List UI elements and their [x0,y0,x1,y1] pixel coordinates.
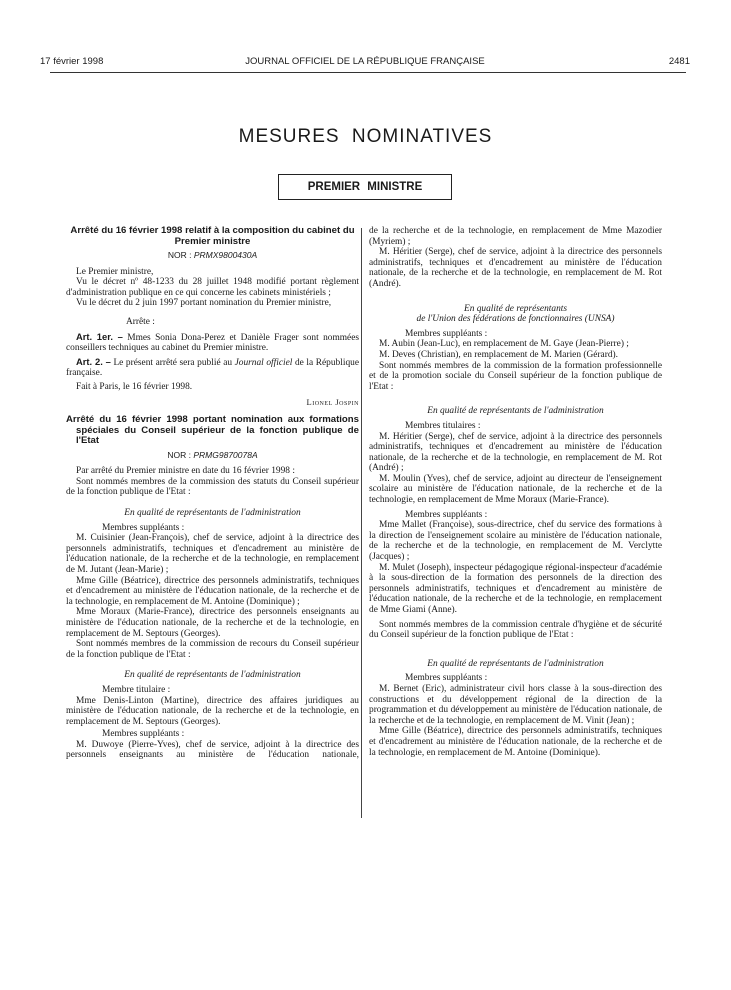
arrete2-title [66,415,359,447]
section-heading: En qualité de représentants de l'administration [427,658,604,669]
paragraph: Le Premier ministre, [76,266,154,277]
arrete-label: Arrête : [126,316,155,327]
nor-label: NOR : [167,449,194,460]
members-label: Membres suppléants : [405,509,488,520]
member-entry: M. Bernet (Eric), administrateur civil hors classe à la sous-direction des constructions et du développement régional de la direction de la programmation et du développement au ministère de l'éducation nationale, de la recherche et de la technologie, en remplacement de M. Vinit (Jean) ; [369,683,662,726]
arrete1-nor [66,250,359,261]
member-entry: M. Cuisinier (Jean-François), chef de service, adjoint à la directrice des personnels administratifs, techniques et d'encadrement au ministère de l'éducation nationale, de la recherche et de la technologie, en remplacement de M. Jutant (Jean-Marie) ; [66,533,359,575]
ministry-box: PREMIER MINISTRE [278,174,452,200]
page-number: 2481 [668,56,690,67]
paragraph: Par arrêté du Premier ministre en date du 16 février 1998 : [76,466,295,477]
members-label: Membres titulaires : [405,420,481,431]
section-heading: En qualité de représentants de l'administration [427,406,604,417]
member-entry: M. Duwoye (Pierre-Yves), chef de service, adjoint à la directrice des personnels enseignants au ministère de l'éducation nationale, [66,739,359,761]
paragraph: Vu le décret nº 48-1233 du 28 juillet 1948 modifié portant règlement d'administration publique en ce qui concerne les cabinets ministériels ; [66,277,359,298]
column-divider [361,228,362,818]
members-label: Membres suppléants : [405,328,488,339]
journal-title: JOURNAL OFFICIEL DE LA RÉPUBLIQUE FRANÇAISE [245,56,485,67]
paragraph: Vu le décret du 2 juin 1997 portant nomination du Premier ministre, [76,298,332,309]
member-entry: Mme Gille (Béatrice), directrice des personnels administratifs, techniques et d'encadrement au ministère de l'éducation nationale, de la recherche et de la technologie, en remplacement de M. Antoine (Dominique). [369,726,662,758]
paragraph: Sont nommés membres de la commission de recours du Conseil supérieur de la fonction publique de l'Etat : [66,639,359,660]
article-1-label: Art. 1er. – [76,330,123,342]
header-date: 17 février 1998 [40,56,104,67]
members-label: Membres suppléants : [102,729,185,740]
section-heading: En qualité de représentants de l'administration [124,508,301,518]
heading-line-1: En qualité de représentants [463,303,568,314]
member-entry: M. Mulet (Joseph), inspecteur pédagogique régional-inspecteur d'académie à la sous-direction de la formation des personnels de la direction des personnels administratifs, techniques et d'encadrement au ministère de l'éducation nationale, de la recherche et de la technologie, en remplacement de Mme Giami (Anne). [369,562,662,615]
arrete1-title: Arrêté du 16 février 1998 relatif à la composition du cabinet du Premier ministre [70,225,355,247]
member-entry: Mme Moraux (Marie-France), directrice des personnels enseignants au ministère de l'éducation nationale, de la recherche et de la technologie, en remplacement de M. Septours (Georges). [66,607,359,639]
article-1 [66,332,359,354]
member-entry: M. Aubin (Jean-Luc), en remplacement de M. Gaye (Jean-Pierre) ; [379,339,629,350]
article-2-text: Le présent arrêté sera publié au [110,357,235,368]
paragraph: Sont nommés membres de la commission centrale d'hygiène et de sécurité du Conseil supérieur de la fonction publique de l'Etat : [369,619,662,641]
member-entry: Mme Mallet (Françoise), sous-directrice, chef du service des formations à la direction de l'enseignement scolaire au ministère de l'éducation nationale, de la recherche et de la technologie, en remplacement de M. Verclytte (Jacques) ; [369,520,662,563]
member-entry: M. Deves (Christian), en remplacement de M. Marien (Gérard). [379,349,618,360]
arrete2-title-text: Arrêté du 16 février 1998 portant nomination aux formations spéciales du Conseil supérieur de la fonction publique de l'Etat [66,414,359,447]
signature: Lionel Jospin [306,396,359,407]
nor-label: NOR : [167,250,194,260]
paragraph: Sont nommés membres de la commission des statuts du Conseil supérieur de la fonction publique de l'Etat : [66,476,359,498]
right-column [369,226,662,758]
nor-code: PRMX9800430A [193,250,258,260]
heading-line-2: de l'Union des fédérations de fonctionnaires (UNSA) [416,314,615,325]
member-entry-continued: de la recherche et de la technologie, en remplacement de Mme Mazodier (Myriem) ; [369,226,662,247]
article-1-text: Mmes Sonia Dona-Perez et Danièle Frager sont nommées conseillers techniques au cabinet du Premier ministre. [66,332,359,354]
running-header [40,56,690,70]
section-heading: En qualité de représentants de l'administration [124,670,301,681]
section-title: MESURES NOMINATIVES [238,126,493,147]
members-label: Membres suppléants : [102,522,185,533]
arrete2-nor [66,450,359,461]
paragraph: Sont nommés membres de la commission de la formation professionnelle et de la promotion sociale du Conseil supérieur de la fonction publique de l'Etat : [369,360,662,392]
article-2-label: Art. 2. – [76,355,111,367]
member-entry: Mme Gille (Béatrice), directrice des personnels administratifs, techniques et d'encadrement au ministère de l'éducation nationale, de la recherche et de la technologie, en remplacement de M. Antoine (Dominique) ; [66,575,359,607]
members-label: Membres suppléants : [405,673,488,684]
member-entry: M. Héritier (Serge), chef de service, adjoint à la directrice des personnels administratifs, techniques et d'encadrement au ministère de l'éducation nationale, de la recherche et de la technologie, en remplacement de M. Rot (André) ; [369,431,662,474]
member-entry: M. Moulin (Yves), chef de service, adjoint au directeur de l'enseignement scolaire au ministère de l'éducation nationale, de la recherche et de la technologie, en remplacement de Mme Moraux (Marie-France). [369,473,662,506]
members-label: Membre titulaire : [102,684,171,695]
header-rule [50,72,686,73]
journal-officiel-ref: Journal officiel [234,357,293,368]
section-heading [369,304,662,325]
member-entry: Mme Denis-Linton (Martine), directrice des affaires juridiques au ministère de l'éducation nationale, de la recherche et de la technologie, en remplacement de M. Septours (Georges). [66,695,359,727]
nor-code: PRMG9870078A [193,449,258,460]
article-2 [66,357,359,379]
member-entry: M. Héritier (Serge), chef de service, adjoint à la directrice des personnels administratifs, techniques et d'encadrement au ministère de l'éducation nationale, de la recherche et de la technologie, en remplacement de M. Rot (André). [369,247,662,289]
left-column [66,226,359,761]
article-2-text-end: de la République française. [66,357,359,379]
fait-a-paris: Fait à Paris, le 16 février 1998. [76,381,193,392]
